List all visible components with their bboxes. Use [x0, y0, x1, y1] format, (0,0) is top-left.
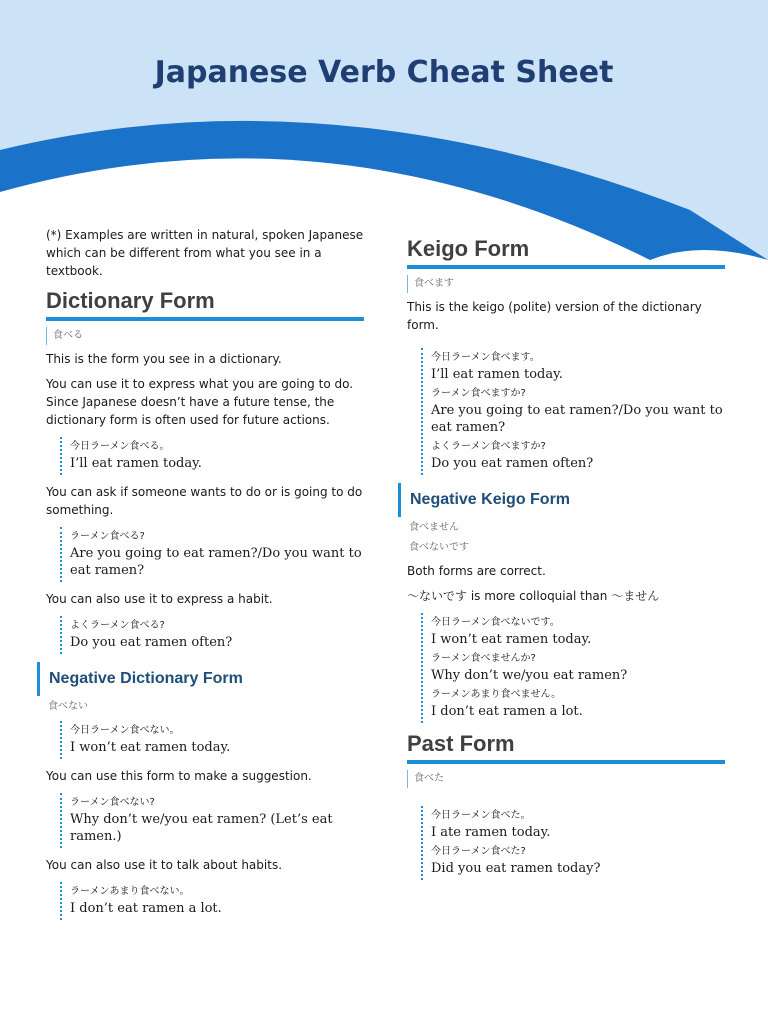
example-block — [60, 616, 364, 654]
negative-keigo-heading: Negative Keigo Form — [398, 483, 725, 517]
past-form-heading: Past Form — [407, 731, 725, 764]
page-title: Japanese Verb Cheat Sheet — [154, 55, 614, 90]
negative-keigo-colloquial: 〜ないです is more colloquial than 〜ません — [407, 589, 660, 603]
example-japanese: ラーメン食べる? — [70, 531, 145, 542]
example-english: I’ll eat ramen today. — [431, 367, 563, 382]
dictionary-form-heading: Dictionary Form — [46, 288, 364, 321]
example-block — [421, 613, 725, 723]
keigo-form-kanji: 食べます — [407, 275, 725, 293]
example-block — [60, 527, 364, 582]
example-japanese: 今日ラーメン食べないです。 — [431, 617, 560, 628]
example-japanese: ラーメン食べない? — [70, 797, 155, 808]
example-english: Did you eat ramen today? — [431, 861, 601, 876]
negative-keigo-note: Both forms are correct. — [407, 564, 546, 578]
keigo-form-desc: This is the keigo (polite) version of the dictionary form. — [407, 300, 702, 332]
example-japanese: ラーメンあまり食べない。 — [70, 886, 190, 897]
example-japanese: 今日ラーメン食べない。 — [70, 725, 180, 736]
dictionary-form-kanji: 食べる — [46, 327, 364, 345]
negative-keigo-kanji-2: 食べないです — [409, 542, 469, 553]
example-english: I won’t eat ramen today. — [431, 632, 592, 647]
example-english: Are you going to eat ramen?/Do you want to eat ramen? — [70, 546, 362, 578]
example-japanese: よくラーメン食べますか? — [431, 441, 546, 452]
dictionary-form-ask: You can ask if someone wants to do or is going to do something. — [46, 485, 363, 517]
keigo-form-heading: Keigo Form — [407, 236, 725, 269]
example-english: I’ll eat ramen today. — [70, 456, 202, 471]
example-english: I won’t eat ramen today. — [70, 740, 231, 755]
example-english: Do you eat ramen often? — [431, 456, 594, 471]
example-english: Why don’t we/you eat ramen? — [431, 668, 628, 683]
example-english: Are you going to eat ramen?/Do you want to eat ramen? — [431, 403, 723, 435]
example-block — [421, 348, 725, 475]
example-block — [60, 437, 364, 475]
negative-dictionary-habits: You can also use it to talk about habits. — [46, 858, 283, 872]
example-english: I don’t eat ramen a lot. — [70, 901, 222, 916]
negative-keigo-kanji-1: 食べません — [409, 522, 459, 533]
dictionary-form-desc: This is the form you see in a dictionary. — [46, 352, 282, 366]
dictionary-form-habit: You can also use it to express a habit. — [46, 592, 273, 606]
note-text: (*) Examples are written in natural, spoken Japanese which can be different from what you see in a textbook. — [46, 228, 364, 278]
example-english: I ate ramen today. — [431, 825, 551, 840]
example-block — [421, 806, 725, 880]
example-japanese: ラーメンあまり食べません。 — [431, 689, 562, 700]
example-japanese: よくラーメン食べる? — [70, 620, 165, 631]
dictionary-form-future: You can use it to express what you are going to do. Since Japanese doesn’t have a future tense, the dictionary form is often used for future actions. — [46, 377, 354, 427]
example-english: I don’t eat ramen a lot. — [431, 704, 583, 719]
example-block — [60, 793, 364, 848]
negative-dictionary-heading: Negative Dictionary Form — [37, 662, 364, 696]
example-japanese: 今日ラーメン食べます。 — [431, 352, 540, 363]
example-japanese: ラーメン食べませんか? — [431, 653, 536, 664]
example-block — [60, 721, 364, 759]
example-japanese: ラーメン食べますか? — [431, 388, 526, 399]
right-column — [407, 236, 725, 888]
example-english: Why don’t we/you eat ramen? (Let’s eat ramen.) — [70, 812, 333, 844]
negative-dictionary-suggestion: You can use this form to make a suggestion. — [46, 769, 312, 783]
example-block — [60, 882, 364, 920]
example-japanese: 今日ラーメン食べた。 — [431, 810, 531, 821]
left-column — [46, 226, 364, 928]
negative-dictionary-kanji: 食べない — [48, 701, 88, 712]
example-japanese: 今日ラーメン食べた? — [431, 846, 526, 857]
past-form-kanji: 食べた — [407, 770, 725, 788]
header-wave — [0, 0, 768, 260]
example-english: Do you eat ramen often? — [70, 635, 233, 650]
example-japanese: 今日ラーメン食べる。 — [70, 441, 170, 452]
